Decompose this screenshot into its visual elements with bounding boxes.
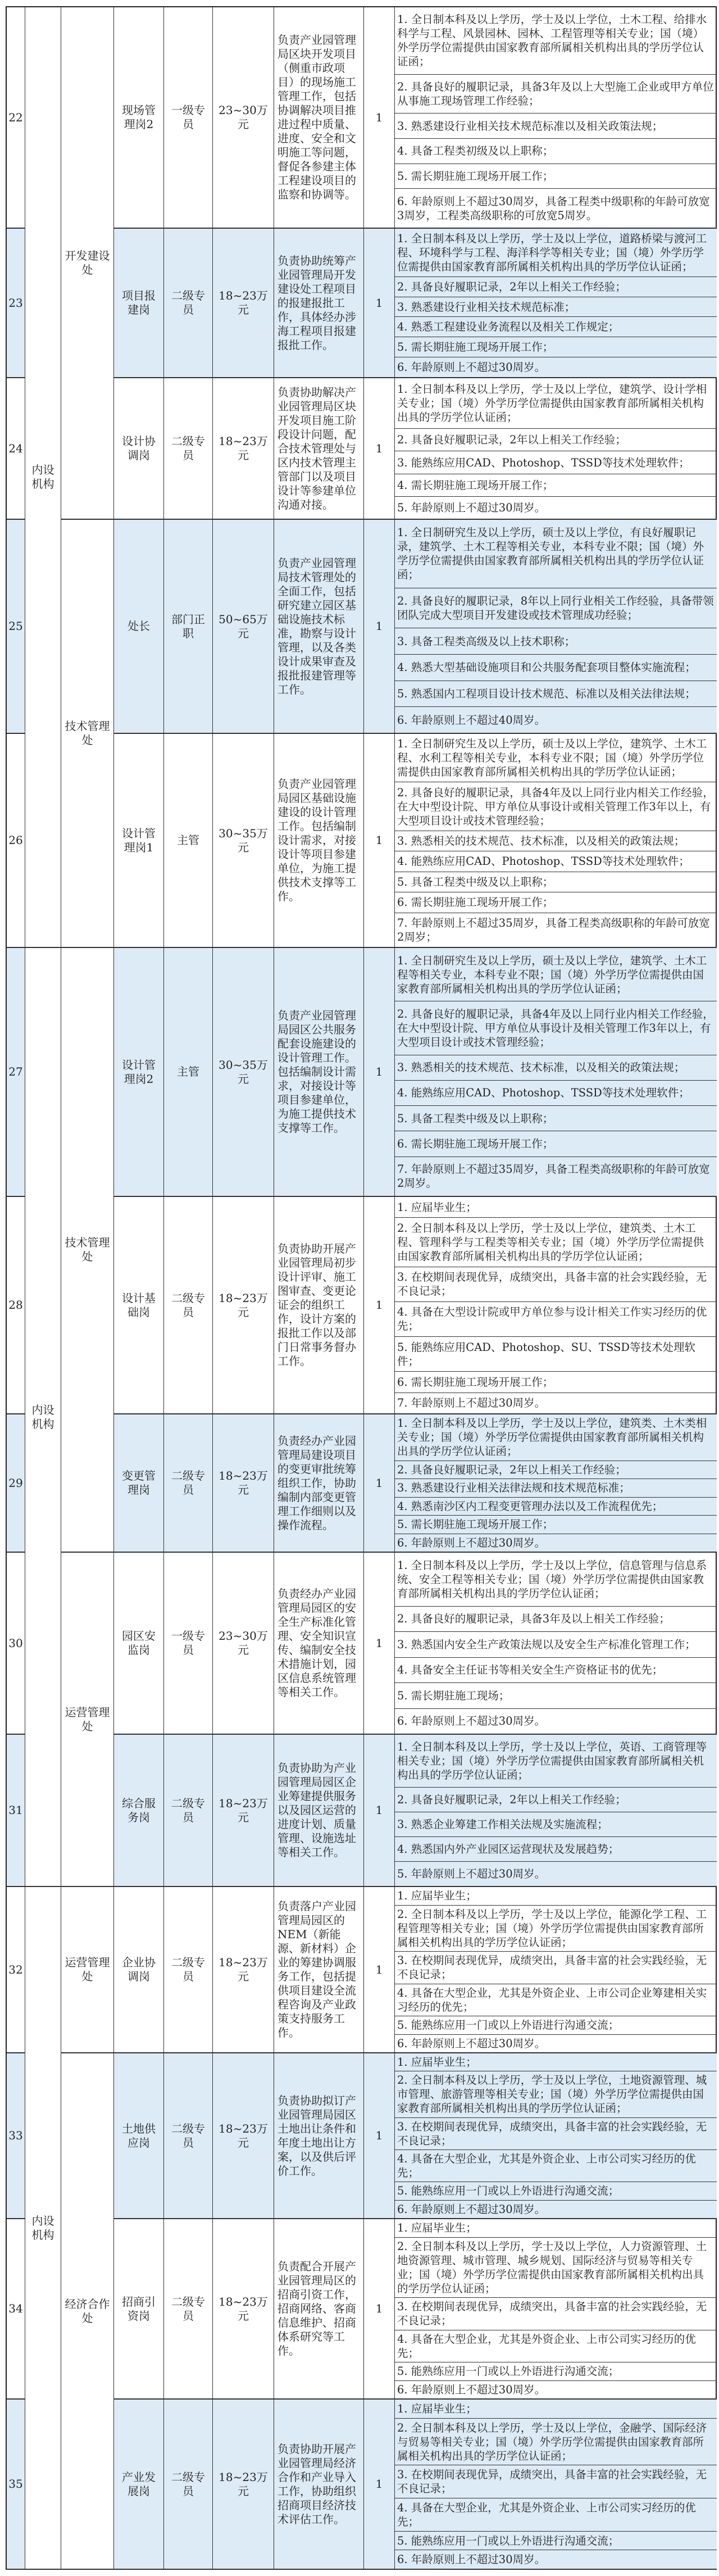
requirement-item: 2. 具备良好的履职记录，8年以上同行业相关工作经验，具备带领团队完成大型项目开发建设或技术管理成功经验；	[395, 588, 717, 629]
requirement-item: 3. 熟悉国内安全生产政策法规以及安全生产标准化管理工作；	[395, 1632, 717, 1658]
requirement-item: 2. 具备良好的履职记录，具备3年及以上相关工作经验；	[395, 1607, 717, 1632]
org-group-cell: 内设机构	[25, 948, 61, 1887]
requirement-item: 1. 全日制研究生及以上学历，硕士及以上学位，有良好履职记录，建筑学、土木工程等相关专业，本科专业不限；国（境）外学历学位需提供由国家教育部所属相关机构出具的学历学位认证函；	[395, 520, 717, 588]
requirements-cell	[395, 2053, 717, 2219]
requirement-item: 4. 具备在大型企业，尤其是外资企业、上市公司实习经历的优先；	[395, 2330, 717, 2363]
requirement-item: 6. 需长期驻施工现场开展工作；	[395, 892, 717, 913]
post-level-cell: 二级专员	[164, 378, 213, 520]
post-level-cell: 一级专员	[164, 7, 213, 229]
row-number-cell: 28	[7, 1197, 25, 1414]
requirement-item: 3. 能熟练应用CAD、Photoshop、TSSD等技术处理软件；	[395, 451, 717, 474]
requirement-item: 1. 应届毕业生；	[395, 2053, 717, 2071]
requirement-item: 5. 具备工程类中级及以上职称；	[395, 872, 717, 892]
post-level-cell: 二级专员	[164, 229, 213, 378]
salary-cell: 18~23万元	[213, 1414, 274, 1553]
salary-cell: 18~23万元	[213, 1735, 274, 1887]
headcount-cell: 1	[364, 2219, 395, 2400]
requirements-cell	[395, 7, 717, 229]
job-description-cell: 负责产业园管理局园区公共服务配套设施建设的设计管理工作。包括编制设计需求，对接设计等项目参建单位，为施工提供技术支撑等工作。	[274, 948, 364, 1197]
post-level-cell: 二级专员	[164, 2400, 213, 2570]
job-description-cell: 负责协助拟订产业园管理局园区土地出让条件和年度土地出让方案，以及供后评价工作。	[274, 2053, 364, 2219]
post-name-cell: 产业发展岗	[114, 2400, 164, 2570]
post-name-cell: 处长	[114, 520, 164, 734]
salary-cell: 23~30万元	[213, 7, 274, 229]
row-number-cell: 32	[7, 1887, 25, 2053]
headcount-cell: 1	[364, 1735, 395, 1887]
post-level-cell: 一级专员	[164, 1553, 213, 1735]
salary-cell: 50~65万元	[213, 520, 274, 734]
requirements-cell	[395, 2219, 717, 2400]
job-description-cell: 负责落户产业园管理局园区的NEM（新能源、新材料）企业的筹建协调服务工作，包括提供项目建设全流程咨询及产业政策支持服务工作。	[274, 1887, 364, 2053]
requirement-item: 3. 在校期间表现优异，成绩突出，具备丰富的社会实践经验，无不良记录；	[395, 2298, 717, 2330]
requirement-item: 4. 熟悉南沙区内工程变更管理办法以及工作流程优先；	[395, 1498, 717, 1516]
row-number-cell: 24	[7, 378, 25, 520]
requirement-item: 4. 具备工程类初级及以上职称；	[395, 139, 717, 164]
salary-cell: 18~23万元	[213, 1887, 274, 2053]
post-name-cell: 综合服务岗	[114, 1735, 164, 1887]
requirement-item: 2. 具备良好的履职记录，具备4年及以上同行业内相关工作经验，在大中型设计院、甲方单位从事设计或相关管理工作3年以上，有大型项目设计或技术管理经验；	[395, 782, 717, 831]
requirements-cell	[395, 1887, 717, 2053]
headcount-cell: 1	[364, 7, 395, 229]
requirement-item: 2. 全日制本科及以上学历，学士及以上学位，能源化学工程、工程管理等相关专业；国（境）外学历学位需提供由国家教育部所属相关机构出具的学历学位认证函；	[395, 1906, 717, 1952]
job-description-cell: 负责经办产业园管理局园区的安全生产标准化管理、安全知识宣传、编制安全技术措施计划，园区信息系统管理等相关工作。	[274, 1553, 364, 1735]
requirement-item: 1. 全日制本科及以上学历，学士及以上学位，建筑类、土木类相关专业；国（境）外学历学位需提供由国家教育部所属相关机构出具的学历学位认证函；	[395, 1414, 717, 1461]
requirement-item: 3. 在校期间表现优异，成绩突出，具备丰富的社会实践经验，无不良记录；	[395, 1267, 717, 1302]
requirement-item: 1. 全日制本科及以上学历，学士及以上学位，英语、工商管理等相关专业；国（境）外学历学位需提供由国家教育部所属相关机构出具的学历学位认证函；	[395, 1735, 717, 1788]
headcount-cell: 1	[364, 378, 395, 520]
requirement-item: 5. 能熟练应用一门或以上外语进行沟通交流；	[395, 2182, 717, 2200]
requirement-item: 6. 年龄原则上不超过30周岁。	[397, 361, 546, 374]
requirement-item: 5. 能熟练应用一门或以上外语进行沟通交流；	[395, 2362, 717, 2381]
requirement-item: 3. 在校期间表现优异，成绩突出，具备丰富的社会实践经验，无不良记录；	[395, 1952, 717, 1984]
requirement-item: 4. 熟悉大型基础设施项目和公共服务配套项目整体实施流程；	[395, 655, 717, 681]
requirement-item: 5. 年龄原则上不超过30周岁。	[397, 501, 546, 514]
requirement-item: 2. 具备良好履职记录，2年以上相关工作经验；	[395, 1461, 717, 1480]
requirement-item: 3. 熟悉相关的技术规范、技术标准，以及相关的政策法规；	[395, 1055, 717, 1081]
requirement-item: 5. 具备工程类中级及以上职称；	[395, 1106, 717, 1131]
post-name-cell: 设计管理岗1	[114, 734, 164, 948]
requirement-item: 1. 全日制本科及以上学历，学士及以上学位，建筑学、设计学相关专业；国（境）外学历学位需提供由国家教育部所属相关机构出具的学历学位认证函；	[395, 378, 717, 429]
job-description-cell: 负责产业园管理局园区基础设施建设的设计管理工作。包括编制设计需求，对接设计等项目参建单位，为施工提供技术支撑等工作。	[274, 734, 364, 948]
requirement-item: 4. 熟悉工程建设业务流程以及相关工作规定；	[395, 317, 717, 337]
requirement-item: 5. 需长期驻施工现场开展工作；	[395, 164, 717, 189]
post-level-cell: 主管	[164, 734, 213, 948]
requirement-item: 6. 年龄原则上不超过30周岁。	[397, 2553, 546, 2566]
post-level-cell: 二级专员	[164, 1414, 213, 1553]
job-description-cell: 负责协助统筹产业园管理局开发建设处工程项目的报建报批工作，具体经办涉海工程项目报建报批工作。	[274, 229, 364, 378]
department-cell: 经济合作处	[61, 2053, 114, 2570]
requirement-item: 4. 具备在大型企业，尤其是外资企业、上市公司实习经历的优先；	[395, 2498, 717, 2532]
requirement-item: 3. 在校期间表现优异，成绩突出，具备丰富的社会实践经验，无不良记录；	[395, 2465, 717, 2498]
salary-cell: 18~23万元	[213, 2053, 274, 2219]
requirement-item: 7. 年龄原则上不超过30周岁。	[397, 1396, 546, 1410]
requirement-item: 5. 能熟练应用CAD、Photoshop、SU、TSSD等技术处理软件；	[395, 1337, 717, 1372]
requirement-item: 2. 具备良好履职记录，2年以上相关工作经验；	[395, 277, 717, 297]
requirement-item: 4. 具备安全主任证书等相关安全生产资格证书的优先；	[395, 1658, 717, 1684]
job-description-cell: 负责协助开展产业园管理局初步设计评审、施工图审查、变更论证会的组织工作，设计方案的报批工作以及部门日常事务督办工作。	[274, 1197, 364, 1414]
requirement-item: 5. 需长期驻施工现场；	[395, 1683, 717, 1709]
job-description-cell: 负责配合开展产业园管理局区的招商引资工作，招商网络、客商信息维护、招商体系研究等工作。	[274, 2219, 364, 2400]
salary-cell: 30~35万元	[213, 734, 274, 948]
post-name-cell: 招商引资岗	[114, 2219, 164, 2400]
row-number-cell: 25	[7, 520, 25, 734]
post-level-cell: 主管	[164, 948, 213, 1197]
requirement-item: 3. 在校期间表现优异，成绩突出，具备丰富的社会实践经验，无不良记录；	[395, 2118, 717, 2150]
requirement-item: 2. 全日制本科及以上学历，学士及以上学位，人力资源管理、土地资源管理、城市管理、城乡规划、国际经济与贸易等相关专业；国（境）外学历学位需提供由国家教育部所属相关机构出具的学历学位认证函；	[395, 2238, 717, 2298]
headcount-cell: 1	[364, 2053, 395, 2219]
requirement-item: 5. 熟悉国内工程项目设计技术规范、标准以及相关法律法规；	[395, 681, 717, 708]
requirements-cell	[395, 229, 717, 378]
requirement-item: 6. 年龄原则上不超过40周岁。	[397, 713, 546, 727]
requirement-item: 6. 年龄原则上不超过30周岁。	[397, 2383, 546, 2396]
requirement-item: 2. 具备良好的履职记录，具备4年及以上同行业内相关工作经验，在大中型设计院、甲方单位从事设计及相关管理工作3年以上，有大型项目设计或技术管理经验；	[395, 1001, 717, 1055]
row-number-cell: 22	[7, 7, 25, 229]
requirements-cell	[395, 2400, 717, 2570]
headcount-cell: 1	[364, 948, 395, 1197]
requirement-item: 1. 全日制本科及以上学历，学士及以上学位，信息管理与信息系统、安全工程等相关专业；国（境）外学历学位需提供由国家教育部所属相关机构出具的学历学位认证函；	[395, 1553, 717, 1607]
requirement-item: 1. 应届毕业生；	[395, 1887, 717, 1906]
requirement-item: 6. 年龄原则上不超过30周岁，具备工程类中级职称的年龄可放宽3周岁，工程类高级职称的可放宽5周岁。	[397, 194, 710, 222]
post-name-cell: 现场管理岗2	[114, 7, 164, 229]
requirement-item: 6. 年龄原则上不超过30周岁。	[397, 1715, 546, 1728]
requirement-item: 3. 熟悉相关的技术规范、技术标准，以及相关的政策法规；	[395, 831, 717, 851]
job-description-cell: 负责产业园管理局区块开发项目（侧重市政项目）的现场施工管理工作，包括协调解决项目推进过程中质量、进度、安全和文明施工等问题，督促各参建主体工程建设项目的监察和协调等。	[274, 7, 364, 229]
row-number-cell: 29	[7, 1414, 25, 1553]
requirement-item: 6. 年龄原则上不超过30周岁。	[397, 2202, 546, 2216]
salary-cell: 18~23万元	[213, 229, 274, 378]
job-description-cell: 负责协助开展产业园管理局经济合作和产业导入工作，协助组织招商项目经济技术评估工作。	[274, 2400, 364, 2570]
requirement-item: 3. 熟悉企业筹建工作相关法规及实施流程；	[395, 1812, 717, 1837]
department-cell: 技术管理处	[61, 948, 114, 1553]
headcount-cell: 1	[364, 1414, 395, 1553]
requirement-item: 4. 具备在大型企业，尤其是外资企业、上市公司实习经历的优先；	[395, 2150, 717, 2182]
department-cell: 开发建设处	[61, 7, 114, 520]
org-group-cell: 内设机构	[25, 7, 61, 948]
department-cell: 运营管理处	[61, 1553, 114, 1887]
job-description-cell: 负责协助为产业园管理局园区企业筹建提供服务以及园区运营的进度计划、质量管理、设施选址等相关工作。	[274, 1735, 364, 1887]
row-number-cell: 34	[7, 2219, 25, 2400]
requirement-item: 1. 应届毕业生；	[395, 2219, 717, 2238]
requirement-item: 3. 熟悉建设行业相关法律法规和技术规范标准；	[395, 1479, 717, 1498]
post-level-cell: 二级专员	[164, 2053, 213, 2219]
requirement-item: 5. 年龄原则上不超过30周岁。	[397, 1867, 546, 1880]
requirement-item: 1. 全日制本科及以上学历，学士及以上学位，道路桥梁与渡河工程、环境科学与工程、海洋科学等相关专业；国（境）外学历学位需提供由国家教育部所属相关机构出具的学历学位认证函；	[395, 229, 717, 277]
job-description-cell: 负责协助解决产业园管理局区块开发项目施工阶段设计问题，配合技术管理处与区内技术管理主管部门以及项目设计等参建单位沟通对接。	[274, 378, 364, 520]
requirement-item: 4. 具备在大型企业，尤其是外资企业、上市公司企业筹建相关实习经历的优先；	[395, 1984, 717, 2017]
row-number-cell: 35	[7, 2400, 25, 2570]
requirements-cell	[395, 1735, 717, 1887]
post-name-cell: 项目报建岗	[114, 229, 164, 378]
salary-cell: 18~23万元	[213, 378, 274, 520]
row-number-cell: 30	[7, 1553, 25, 1735]
post-name-cell: 园区安监岗	[114, 1553, 164, 1735]
requirement-item: 2. 具备良好履职记录，2年以上相关工作经验；	[395, 429, 717, 451]
requirement-item: 4. 熟悉国内外产业园区运营现状及发展趋势；	[395, 1837, 717, 1862]
post-level-cell: 二级专员	[164, 2219, 213, 2400]
requirements-cell	[395, 948, 717, 1197]
requirement-item: 3. 熟悉建设行业相关技术规范标准；	[395, 297, 717, 318]
post-name-cell: 设计管理岗2	[114, 948, 164, 1197]
row-number-cell: 31	[7, 1735, 25, 1887]
headcount-cell: 1	[364, 1553, 395, 1735]
row-number-cell: 26	[7, 734, 25, 948]
job-description-cell: 负责经办产业园管理局建设项目的变更审批统筹组织工作，协助编制内部变更管理工作细则以及操作流程。	[274, 1414, 364, 1553]
requirement-item: 5. 需长期驻施工现场开展工作；	[395, 1516, 717, 1534]
requirement-item: 1. 应届毕业生；	[395, 2400, 717, 2419]
requirement-item: 6. 年龄原则上不超过30周岁。	[397, 2037, 546, 2050]
requirement-item: 6. 需长期驻施工现场开展工作；	[395, 1372, 717, 1393]
post-level-cell: 部门正职	[164, 520, 213, 734]
requirement-item: 2. 全日制本科及以上学历，学士及以上学位，金融学、国际经济与贸易等相关专业；国（境）外学历学位需提供由国家教育部所属相关机构出具的学历学位认证函；	[395, 2419, 717, 2466]
requirement-item: 4. 能熟练应用CAD、Photoshop、TSSD等技术处理软件；	[395, 851, 717, 872]
requirements-cell	[395, 1553, 717, 1735]
requirement-item: 2. 具备良好的履职记录，具备3年及以上大型施工企业或甲方单位从事施工现场管理工作经验；	[395, 75, 717, 114]
salary-cell: 23~30万元	[213, 1553, 274, 1735]
headcount-cell: 1	[364, 1887, 395, 2053]
requirement-item: 7. 年龄原则上不超过35周岁，具备工程类高级职称的年龄可放宽2周岁。	[397, 1163, 710, 1190]
requirement-item: 3. 熟悉建设行业相关技术规范标准以及相关政策法规；	[395, 114, 717, 139]
requirement-item: 6. 需长期驻施工现场开展工作；	[395, 1131, 717, 1157]
requirement-item: 1. 全日制本科及以上学历，学士及以上学位，土木工程、给排水科学与工程、风景园林、园林、工程管理等相关专业；国（境）外学历学位需提供由国家教育部所属相关机构出具的学历学位认证函；	[395, 7, 717, 75]
requirement-item: 1. 应届毕业生；	[395, 1197, 717, 1218]
post-level-cell: 二级专员	[164, 1887, 213, 2053]
requirement-item: 4. 能熟练应用CAD、Photoshop、TSSD等技术处理软件；	[395, 1081, 717, 1106]
requirement-item: 6. 年龄原则上不超过30周岁。	[397, 1536, 546, 1549]
department-cell: 技术管理处	[61, 520, 114, 948]
row-number-cell: 23	[7, 229, 25, 378]
requirement-item: 2. 具备良好履职记录，2年以上相关工作经验；	[395, 1788, 717, 1812]
headcount-cell: 1	[364, 229, 395, 378]
requirements-cell	[395, 1414, 717, 1553]
headcount-cell: 1	[364, 734, 395, 948]
headcount-cell: 1	[364, 2400, 395, 2570]
post-level-cell: 二级专员	[164, 1735, 213, 1887]
requirement-item: 5. 需长期驻施工现场开展工作；	[395, 337, 717, 357]
requirement-item: 5. 能熟练应用一门或以上外语进行沟通交流；	[395, 2016, 717, 2035]
requirement-item: 2. 全日制本科及以上学历，学士及以上学位，建筑类、土木工程、管理科学与工程类等相关专业；国（境）外学历学位需提供由国家教育部所属相关机构出具的学历学位认证函；	[395, 1218, 717, 1267]
row-number-cell: 27	[7, 948, 25, 1197]
job-description-cell: 负责产业园管理局技术管理处的全面工作，包括研究建立园区基础设施技术标准，勘察与设计管理，以及各类设计成果审查及报批报建管理等工作。	[274, 520, 364, 734]
post-name-cell: 设计协调岗	[114, 378, 164, 520]
post-name-cell: 企业协调岗	[114, 1887, 164, 2053]
requirement-item: 1. 全日制研究生及以上学历，硕士及以上学位，建筑学、土木工程等相关专业，本科专业不限；国（境）外学历学位需提供由国家教育部所属相关机构出具的学历学位认证函；	[395, 948, 717, 1001]
requirement-item: 4. 具备在大型设计院或甲方单位参与设计相关工作实习经历的优先；	[395, 1302, 717, 1337]
requirement-item: 5. 能熟练应用一门或以上外语进行沟通交流；	[395, 2532, 717, 2551]
salary-cell: 30~35万元	[213, 948, 274, 1197]
requirement-item: 2. 全日制本科及以上学历，学士及以上学位，土地资源管理、城市管理、旅游管理等相关专业；国（境）外学历学位需提供由国家教育部所属相关机构出具的学历学位认证函；	[395, 2071, 717, 2117]
requirement-item: 1. 全日制研究生及以上学历，硕士及以上学位，建筑学、土木工程、水利工程等相关专业，本科专业不限；国（境）外学历学位需提供由国家教育部所属相关机构出具的学历学位认证函；	[395, 734, 717, 782]
requirements-cell	[395, 520, 717, 734]
job-posting-table	[6, 6, 717, 2570]
salary-cell: 18~23万元	[213, 2400, 274, 2570]
row-number-cell: 33	[7, 2053, 25, 2219]
requirements-cell	[395, 734, 717, 948]
post-name-cell: 设计基础岗	[114, 1197, 164, 1414]
org-group-cell: 内设机构	[25, 1887, 61, 2570]
salary-cell: 18~23万元	[213, 2219, 274, 2400]
requirement-item: 3. 具备工程类高级及以上技术职称；	[395, 628, 717, 655]
post-name-cell: 变更管理岗	[114, 1414, 164, 1553]
requirements-cell	[395, 1197, 717, 1414]
salary-cell: 18~23万元	[213, 1197, 274, 1414]
requirement-item: 4. 需长期驻施工现场开展工作；	[395, 474, 717, 497]
headcount-cell: 1	[364, 1197, 395, 1414]
post-name-cell: 土地供应岗	[114, 2053, 164, 2219]
department-cell: 运营管理处	[61, 1887, 114, 2053]
headcount-cell: 1	[364, 520, 395, 734]
post-level-cell: 二级专员	[164, 1197, 213, 1414]
requirements-cell	[395, 378, 717, 520]
requirement-item: 7. 年龄原则上不超过35周岁，具备工程类高级职称的年龄可放宽2周岁；	[397, 916, 710, 944]
